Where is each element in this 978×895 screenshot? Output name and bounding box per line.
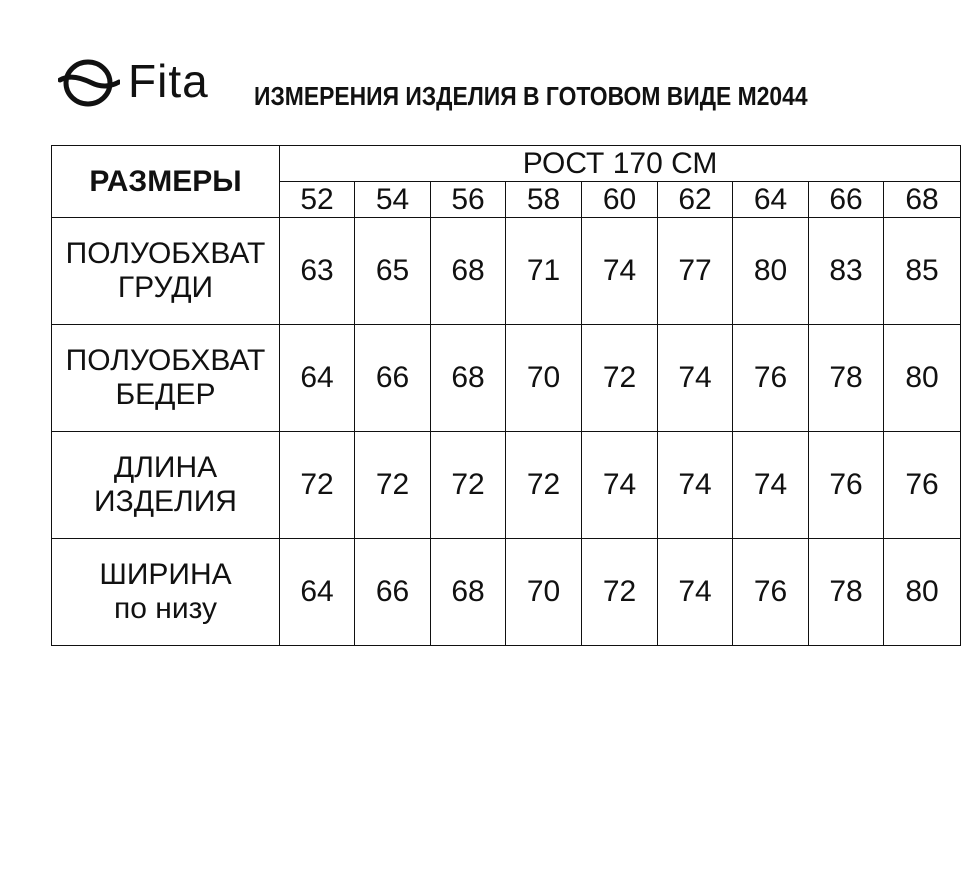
corner-header: РАЗМЕРЫ <box>52 146 280 218</box>
row-label <box>52 325 280 432</box>
table-cell: 72 <box>582 539 658 646</box>
table-cell: 76 <box>884 432 961 539</box>
table-cell: 72 <box>582 325 658 432</box>
table-cell: 72 <box>431 432 506 539</box>
size-header: 66 <box>809 182 884 218</box>
table-cell: 71 <box>506 218 582 325</box>
row-label <box>52 432 280 539</box>
row-label-line2: БЕДЕР <box>115 378 216 411</box>
table-cell: 76 <box>733 325 809 432</box>
table-cell: 72 <box>355 432 431 539</box>
table-row <box>52 325 961 432</box>
size-header: 68 <box>884 182 961 218</box>
header-row-group <box>52 146 961 182</box>
logo-wordmark: Fita <box>128 55 209 107</box>
table-cell: 66 <box>355 325 431 432</box>
size-header: 54 <box>355 182 431 218</box>
size-header: 60 <box>582 182 658 218</box>
table-cell: 64 <box>280 325 355 432</box>
row-label-line2: по низу <box>113 592 217 625</box>
table-cell: 80 <box>884 325 961 432</box>
row-label <box>52 218 280 325</box>
table-cell: 80 <box>733 218 809 325</box>
table-cell: 74 <box>733 432 809 539</box>
row-label-line2: ИЗДЕЛИЯ <box>94 485 237 518</box>
table-cell: 64 <box>280 539 355 646</box>
size-header: 58 <box>506 182 582 218</box>
row-label-line1: ДЛИНА <box>113 451 218 484</box>
table-cell: 70 <box>506 325 582 432</box>
table-cell: 68 <box>431 325 506 432</box>
table-cell: 74 <box>658 432 733 539</box>
table-cell: 78 <box>809 325 884 432</box>
table-cell: 65 <box>355 218 431 325</box>
row-label-line2: ГРУДИ <box>117 271 214 304</box>
height-group-header: РОСТ 170 СМ <box>280 146 961 182</box>
size-header: 56 <box>431 182 506 218</box>
table-cell: 74 <box>582 432 658 539</box>
table-cell: 68 <box>431 218 506 325</box>
row-label-line1: ПОЛУОБХВАТ <box>65 237 266 270</box>
table-cell: 68 <box>431 539 506 646</box>
table-cell: 74 <box>582 218 658 325</box>
table-cell: 70 <box>506 539 582 646</box>
brand-logo <box>58 52 218 110</box>
row-label <box>52 539 280 646</box>
logo-mark-icon <box>58 56 120 108</box>
table-cell: 77 <box>658 218 733 325</box>
table-cell: 85 <box>884 218 961 325</box>
table-cell: 78 <box>809 539 884 646</box>
table-cell: 72 <box>506 432 582 539</box>
table-cell: 76 <box>809 432 884 539</box>
table-cell: 76 <box>733 539 809 646</box>
table-row <box>52 539 961 646</box>
table-cell: 66 <box>355 539 431 646</box>
table-row <box>52 218 961 325</box>
size-header: 62 <box>658 182 733 218</box>
table-cell: 74 <box>658 539 733 646</box>
table-cell: 74 <box>658 325 733 432</box>
page-title: ИЗМЕРЕНИЯ ИЗДЕЛИЯ В ГОТОВОМ ВИДЕ М2044 <box>254 81 808 111</box>
size-header: 52 <box>280 182 355 218</box>
table-cell: 83 <box>809 218 884 325</box>
table-row <box>52 432 961 539</box>
table-cell: 80 <box>884 539 961 646</box>
size-header: 64 <box>733 182 809 218</box>
size-chart-table <box>51 145 961 646</box>
table-cell: 63 <box>280 218 355 325</box>
row-label-line1: ШИРИНА <box>99 558 232 591</box>
row-label-line1: ПОЛУОБХВАТ <box>65 344 266 377</box>
table-cell: 72 <box>280 432 355 539</box>
